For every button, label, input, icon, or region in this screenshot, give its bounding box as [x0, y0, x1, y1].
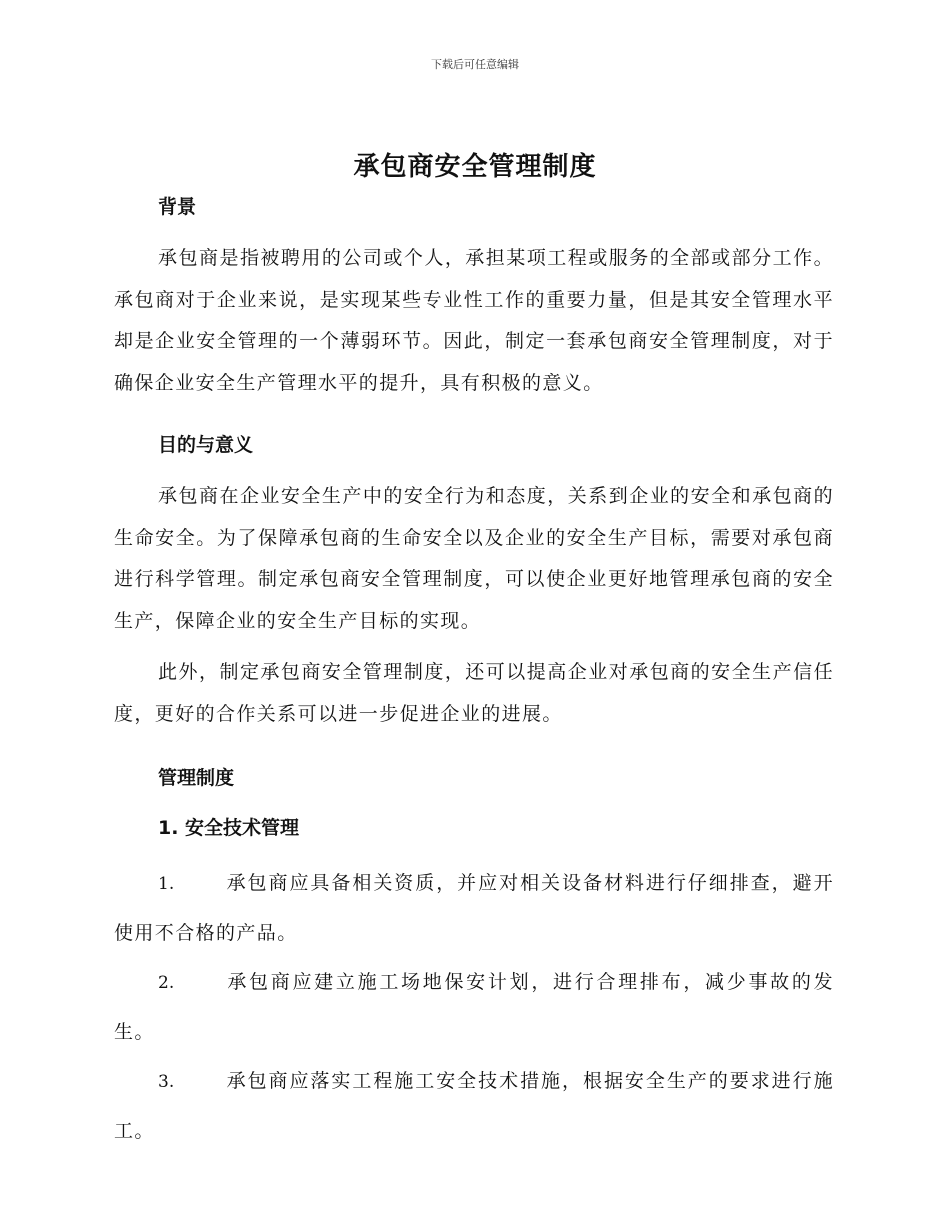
list-item: [114, 958, 834, 1057]
paragraph-purpose-2: 此外，制定承包商安全管理制度，还可以提高企业对承包商的安全生产信任度，更好的合作关系可以进一步促进企业的进展。: [114, 661, 834, 725]
paragraph-purpose-1: 承包商在企业安全生产中的安全行为和态度，关系到企业的安全和承包商的生命安全。为了保障承包商的生命安全以及企业的安全生产目标，需要对承包商进行科学管理。制定承包商安全管理制度，可以使企业更好地管理承包商的安全生产，保障企业的安全生产目标的实现。: [114, 485, 834, 632]
list-item-number: 3.: [158, 1072, 175, 1092]
list-item: [114, 1057, 834, 1156]
paragraph-background: 承包商是指被聘用的公司或个人，承担某项工程或服务的全部或部分工作。承包商对于企业来说，是实现某些专业性工作的重要力量，但是其安全管理水平却是企业安全管理的一个薄弱环节。因此，制定一套承包商安全管理制度，对于确保企业安全生产管理水平的提升，具有积极的意义。: [114, 247, 834, 394]
document-body: [114, 190, 834, 1156]
list-item-text: 承包商应建立施工场地保安计划，进行合理排布，减少事故的发生。: [114, 971, 834, 1043]
header-note: 下载后可任意编辑: [431, 58, 519, 71]
list-item-text: 承包商应落实工程施工安全技术措施，根据安全生产的要求进行施工。: [114, 1070, 834, 1142]
section-heading-purpose: 目的与意义: [158, 434, 254, 456]
section-heading-management: 管理制度: [158, 767, 235, 789]
document-title: 承包商安全管理制度: [353, 152, 597, 182]
list-item-number: 1.: [158, 874, 175, 894]
list-item-text: 承包商应具备相关资质，并应对相关设备材料进行仔细排查，避开使用不合格的产品。: [114, 872, 834, 944]
section-heading-background: 背景: [158, 196, 197, 218]
list-item: [114, 859, 834, 958]
subsection-heading-safety-tech: 1. 安全技术管理: [158, 817, 300, 839]
list-item-number: 2.: [158, 973, 175, 993]
